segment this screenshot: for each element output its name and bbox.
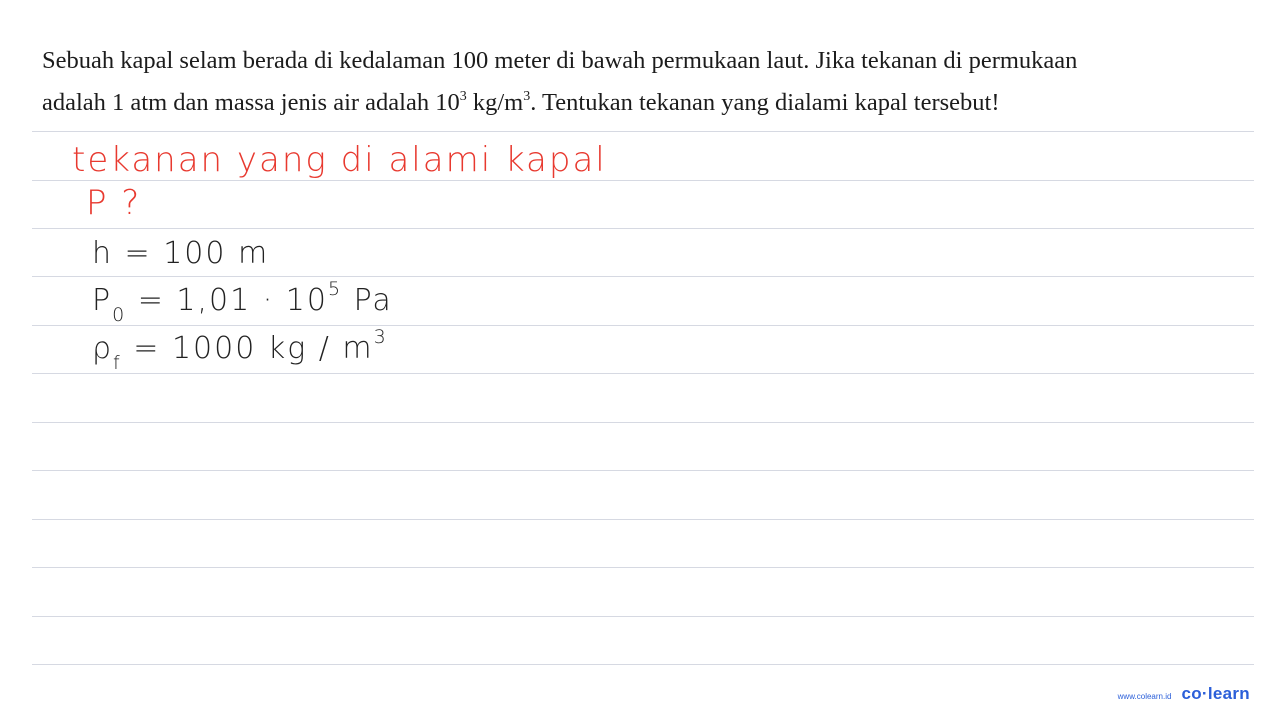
rule-line (32, 180, 1254, 181)
question-line-1: Sebuah kapal selam berada di kedalaman 100 meter di bawah permukaan laut. Jika tekanan di permukaan (42, 47, 1078, 74)
question-text (42, 40, 1252, 124)
rule-line (32, 131, 1254, 132)
handwritten-depth: h = 100 m (92, 236, 270, 271)
rule-line (32, 616, 1254, 617)
question-line-2: adalah 1 atm dan massa jenis air adalah $10^3$ $kg/m^3$. Tentukan tekanan yang dialami kapal tersebut! (42, 88, 1000, 116)
rule-line (32, 664, 1254, 665)
handwritten-density: $\rho_f = 1000$ kg / $m^3$ (92, 326, 388, 374)
footer-url: www.colearn.id (1117, 692, 1172, 701)
rule-line (32, 228, 1254, 229)
rule-line (32, 519, 1254, 520)
handwritten-unknown: P ? (86, 183, 142, 223)
rule-line (32, 567, 1254, 568)
rule-line (32, 276, 1254, 277)
handwritten-surface-pressure: $P_0 = 1,01 \cdot 10^5$ Pa (92, 278, 393, 326)
footer-branding (1118, 684, 1250, 704)
rule-line (32, 422, 1254, 423)
handwritten-title: tekanan yang di alami kapal (72, 140, 607, 180)
rule-line (32, 470, 1254, 471)
brand-logo: co·learn (1181, 684, 1250, 703)
rule-line (32, 325, 1254, 326)
rule-line (32, 373, 1254, 374)
